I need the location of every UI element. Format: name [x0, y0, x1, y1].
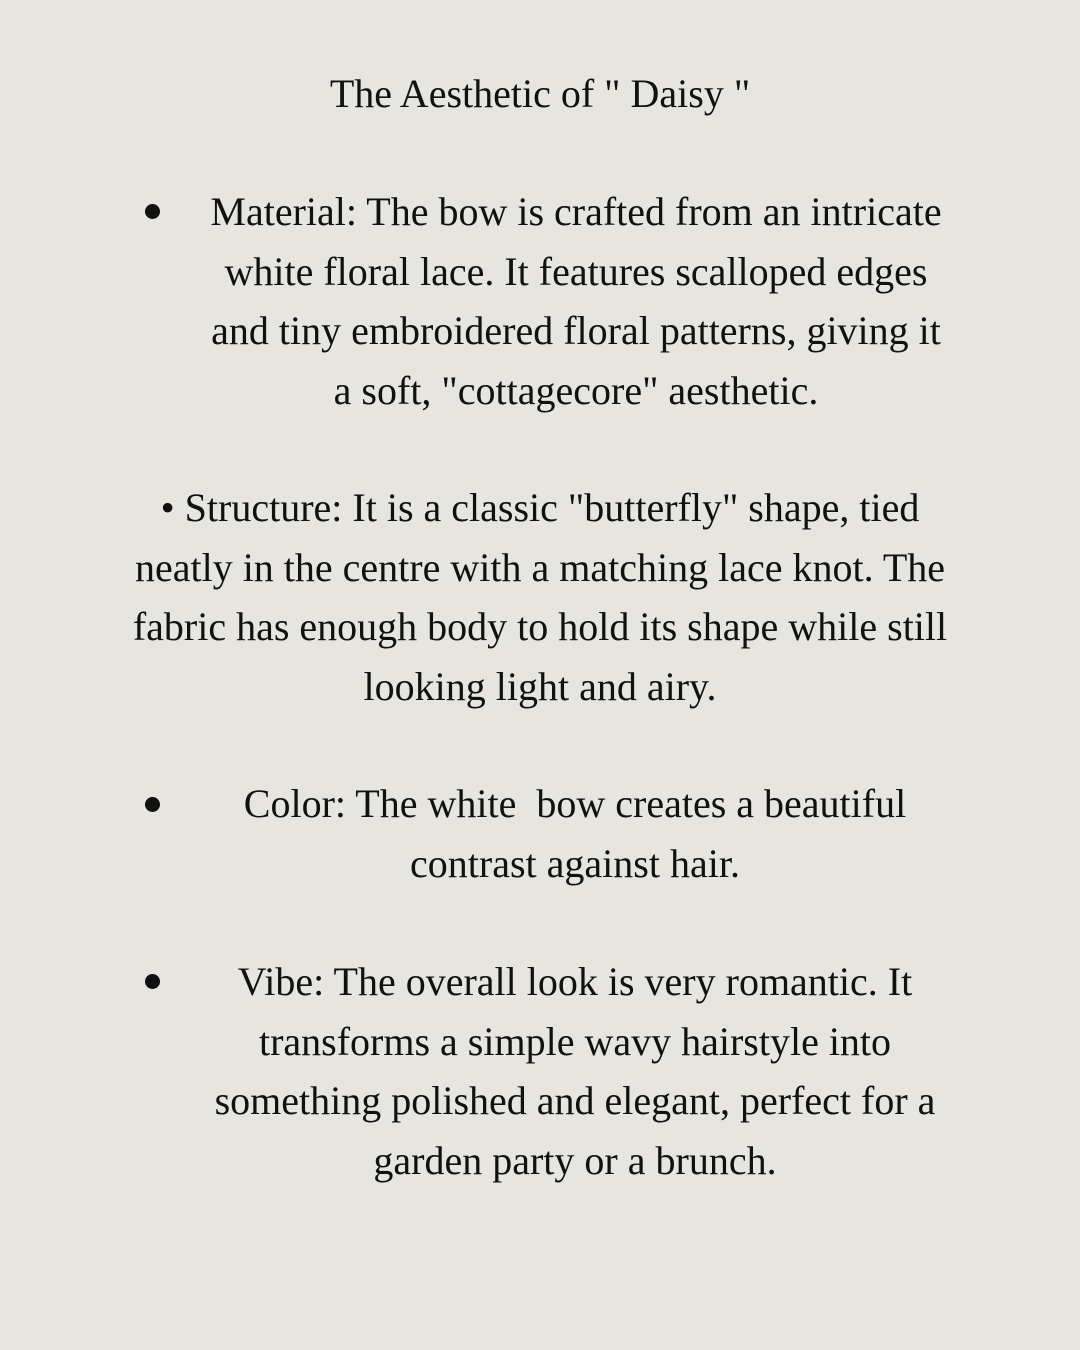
vibe-line: transforms a simple wavy hairstyle into [258, 1018, 892, 1064]
bullet-icon [145, 204, 160, 219]
bullet-icon [145, 974, 160, 989]
structure-line: fabric has enough body to hold its shape while still [132, 604, 948, 649]
structure-line: neatly in the centre with a matching lace knot. The [134, 544, 946, 590]
color-line: contrast against hair. [410, 840, 740, 886]
vibe-line: something polished and elegant, perfect for a [214, 1078, 936, 1123]
structure-line: looking light and airy. [363, 663, 717, 709]
material-line: a soft, "cottagecore" aesthetic. [333, 367, 819, 413]
material-paragraph [186, 182, 966, 420]
structure-line: • Structure: It is a classic "butterfly" shape, tied [160, 485, 920, 530]
bullet-icon [145, 797, 160, 812]
page-title: The Aesthetic of " Daisy " [329, 71, 751, 116]
vibe-line: Vibe: The overall look is very romantic. It [237, 959, 913, 1004]
material-line: Material: The bow is crafted from an intricate [210, 189, 942, 234]
material-line: white floral lace. It features scalloped edges [224, 248, 928, 294]
vibe-paragraph [180, 952, 970, 1190]
color-line: Color: The white bow creates a beautiful [243, 781, 907, 826]
color-paragraph [180, 774, 970, 893]
structure-paragraph [100, 478, 980, 716]
material-line: and tiny embroidered floral patterns, giving it [211, 308, 941, 353]
vibe-line: garden party or a brunch. [373, 1137, 777, 1183]
